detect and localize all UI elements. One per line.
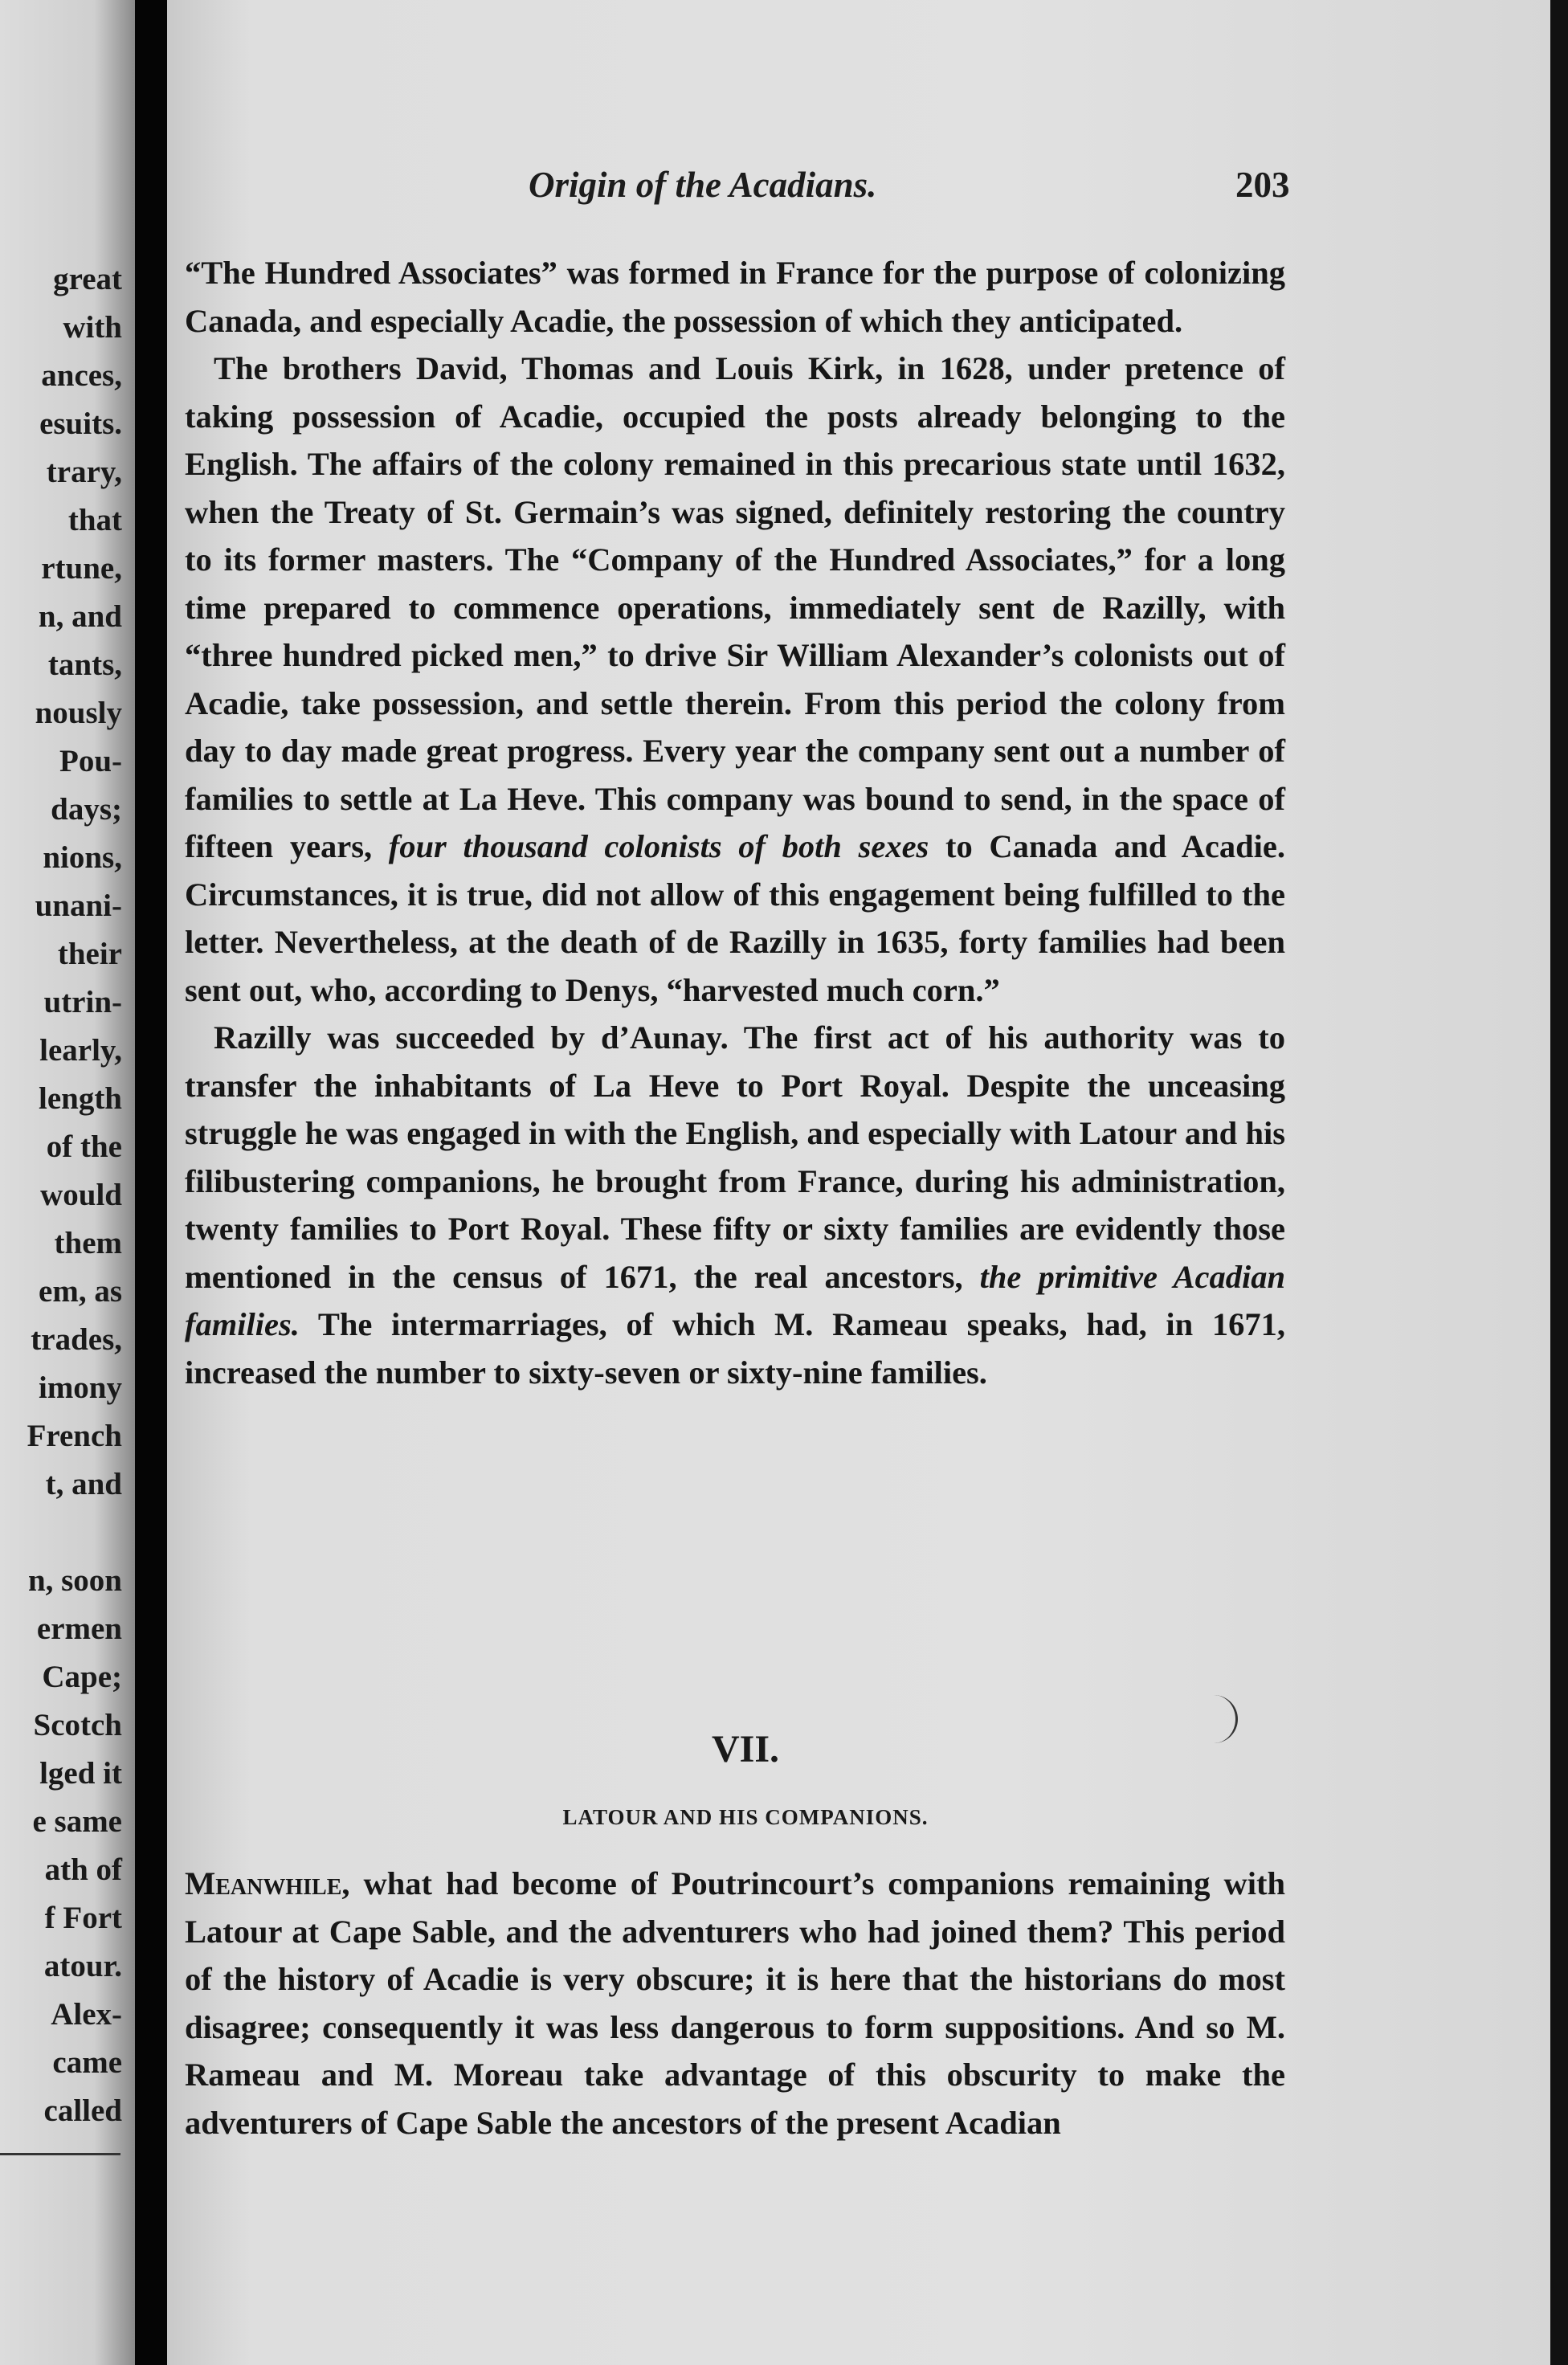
adjacent-page-edge [0,0,135,2365]
adjacent-page-line: nously [35,696,122,730]
adjacent-page-line: of the [46,1129,122,1164]
adjacent-page-line: with [63,310,122,345]
adjacent-page-line: utrin- [43,985,122,1019]
adjacent-page-line: unani- [35,888,122,923]
adjacent-page-line: called [43,2093,122,2128]
running-title: Origin of the Acadians. [529,165,877,205]
adjacent-page-line: n, soon [27,1563,122,1598]
adjacent-page-line: days; [51,792,122,827]
page-number: 203 [1235,165,1290,205]
body-text [185,249,1285,1396]
adjacent-page-line: nions, [43,840,122,875]
body-text [185,1860,1285,2146]
adjacent-page-line: French [27,1419,122,1453]
adjacent-page-line: tants, [47,647,122,682]
paragraph: Meanwhile, what had become of Poutrincourt’s companions remaining with Latour at Cape Sable, and the adventurers who had joined them? This period of the history of Acadie is very obscure; it is here that the historians do most disagree; consequently it was less dangerous to form suppositions. And so M. Rameau and M. Moreau take advantage of this obscurity to make the adventurers of Cape Sable the ancestors of the present Acadian [185,1865,1285,2141]
adjacent-page-line: Cape; [42,1660,122,1694]
chapter-numeral: VII. [711,1728,780,1771]
paragraph: “The Hundred Associates” was formed in France for the purpose of colonizing Canada, and especially Acadie, the possession of which they anticipated. [185,255,1285,339]
adjacent-page-line: trary, [46,455,122,489]
adjacent-page-line: atour. [43,1949,122,1983]
adjacent-page-line: ances, [41,358,122,393]
adjacent-page-line: rtune, [41,551,122,586]
adjacent-page-text [27,255,122,2135]
adjacent-page-line: ath of [44,1852,122,1887]
adjacent-page-line: learly, [39,1033,122,1068]
adjacent-page-line: came [52,2045,122,2080]
adjacent-page-line: trades, [31,1322,122,1357]
adjacent-page-line: f Fort [44,1901,122,1935]
adjacent-page-line: Scotch [33,1708,122,1742]
adjacent-page-line [27,1509,122,1557]
adjacent-page-line: n, and [38,599,122,634]
adjacent-page-line: ermen [36,1611,122,1646]
adjacent-page-line: em, as [39,1274,122,1309]
book-gutter [135,0,167,2365]
adjacent-page-line: Alex- [51,1997,122,2032]
running-head [167,164,1549,220]
paragraph: Razilly was succeeded by d’Aunay. The first act of his authority was to transfer the inhabitants of La Heve to Port Royal. Despite the unceasing struggle he was engaged in with the English, and especially with Latour and his filibustering companions, he brought from France, during his administration, twenty families to Port Royal. These fifty or sixty families are evidently those mentioned in the census of 1671, the real ancestors, the primitive Acadian families. The intermarriages, of which M. Rameau speaks, had, in 1671, increased the number to sixty-seven or sixty-nine families. [185,1019,1285,1391]
adjacent-page-line: Pou- [59,744,122,778]
adjacent-page-line: them [54,1226,122,1260]
page-shadow [1550,0,1568,2365]
footnote-rule [0,2153,120,2155]
adjacent-page-line: imony [38,1370,122,1405]
adjacent-page-line: lged it [39,1756,122,1791]
adjacent-page-line: e same [32,1804,122,1839]
adjacent-page-line: esuits. [39,406,122,441]
paragraph: The brothers David, Thomas and Louis Kirk, in 1628, under pretence of taking possession of Acadie, occupied the posts already belonging to the English. The affairs of the colony remained in this precarious state until 1632, when the Treaty of St. Germain’s was signed, definitely restoring the country to its former masters. The “Company of the Hundred Associates,” for a long time prepared to commence operations, immediately sent de Razilly, with “three hundred picked men,” to drive Sir William Alexander’s colonists out of Acadie, take possession, and settle therein. From this period the colony from day to day made great progress. Every year the company sent out a number of families to settle at La Heve. This company was bound to send, in the space of fifteen years, four thousand colonists of both sexes to Canada and Acadie. Circumstances, it is true, did not allow of this engagement being fulfilled to the letter. Nevertheless, at the death of de Razilly in 1635, forty families had been sent out, who, according to Denys, “harvested much corn.” [185,350,1286,1008]
adjacent-page-line: would [40,1178,122,1212]
book-page [167,0,1568,2365]
adjacent-page-line: that [67,503,122,537]
adjacent-page-line: their [57,937,122,971]
adjacent-page-line: length [38,1081,122,1116]
chapter-heading: LATOUR AND HIS COMPANIONS. [562,1805,929,1829]
adjacent-page-line: great [53,262,122,296]
adjacent-page-line: t, and [45,1467,122,1501]
